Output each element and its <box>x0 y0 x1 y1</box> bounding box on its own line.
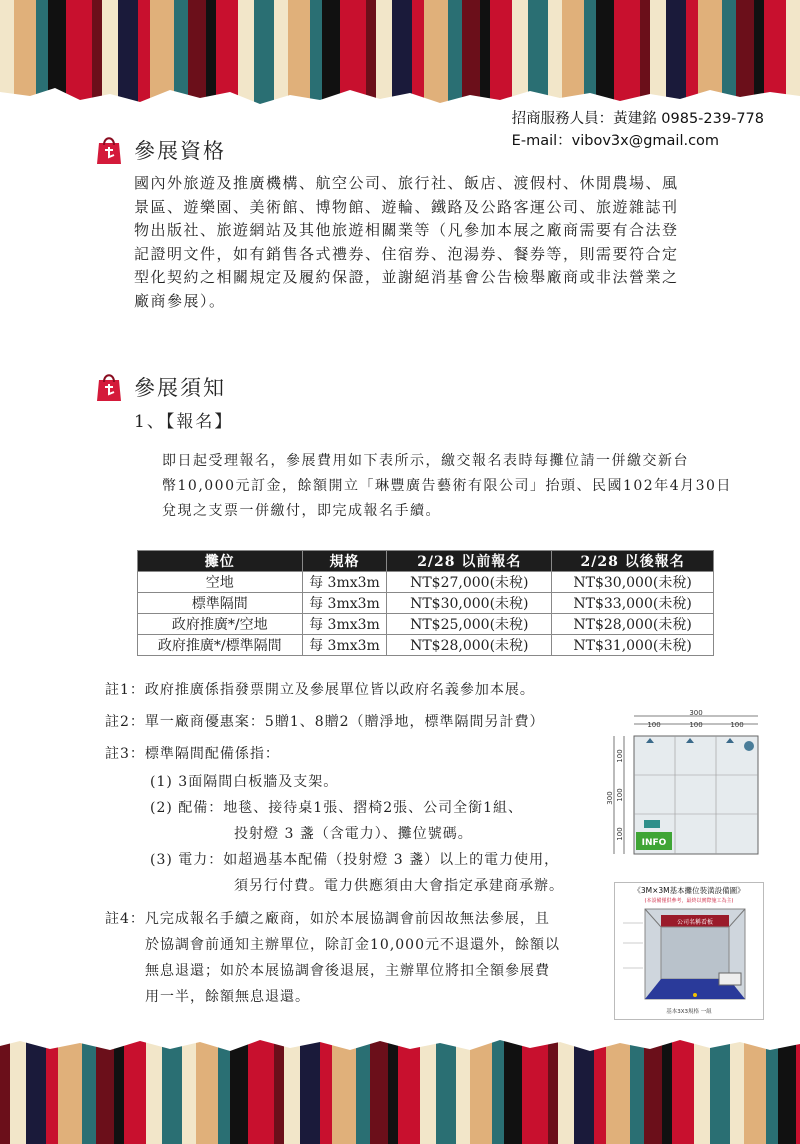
column-header: 2/28 以前報名 <box>387 551 552 572</box>
note-1: 註1：政府推廣係指發票開立及參展單位皆以政府名義參加本展。 <box>105 682 535 698</box>
registration-subtitle: 1、【報名】 <box>134 412 234 432</box>
plan-height-part: 100 <box>616 827 624 841</box>
table-row <box>138 593 714 614</box>
plan-height-total: 300 <box>606 791 614 805</box>
table-cell: 每 3mx3m <box>302 572 387 593</box>
section-title: 參展須知 <box>134 376 226 400</box>
paragraph-line: 即日起受理報名，參展費用如下表所示，繳交報名表時每攤位請一併繳交新台 <box>162 453 689 469</box>
shopping-bag-icon <box>92 370 126 404</box>
plan-height-part: 100 <box>616 788 624 802</box>
paragraph-line: 型化契約之相關規定及履約保證，並謝絕消基會公告檢舉廠商或非法營業之 <box>134 268 679 286</box>
note-line: 於協調會前通知主辦單位，除訂金10,000元不退還外，餘額以 <box>145 937 560 953</box>
table-cell: NT$27,000(未稅) <box>387 572 552 593</box>
contact-info <box>512 108 764 152</box>
table-cell: 空地 <box>138 572 303 593</box>
contact-person: 招商服務人員：黃建銘 0985-239-778 <box>511 111 764 127</box>
contact-email: E-mail：vibov3x@gmail.com <box>511 133 720 149</box>
paragraph-line: 幣10,000元訂金，餘額開立「琳豐廣告藝術有限公司」抬頭、民國102年4月30日 <box>162 478 732 494</box>
section-qualification-header <box>92 133 226 167</box>
plan-height-part: 100 <box>616 749 624 763</box>
table-cell: NT$30,000(未稅) <box>387 593 552 614</box>
plan-width-part: 100 <box>689 721 703 729</box>
info-desk-label: INFO <box>641 838 667 848</box>
registration-paragraph <box>162 449 752 524</box>
column-header: 2/28 以後報名 <box>552 551 714 572</box>
note-line: 註4：凡完成報名手續之廠商，如於本展協調會前因故無法參展，且 <box>105 911 550 927</box>
table-cell: NT$31,000(未稅) <box>552 635 714 656</box>
diagram-title: 《3M×3M基本攤位裝潢設備圖》 <box>633 886 745 895</box>
note-3-item: (1) 3面隔間白板牆及支架。 <box>150 774 339 790</box>
note-3-item: 投射燈 3 盞（含電力）、攤位號碼。 <box>234 826 473 842</box>
note-3: 註3：標準隔間配備係指： <box>105 746 280 762</box>
column-header: 攤位 <box>138 551 303 572</box>
note-3-item: 須另行付費。電力供應須由大會指定承建商承辦。 <box>234 878 564 894</box>
company-sign-text: 公司名稱看板 <box>676 919 714 926</box>
table-cell: NT$30,000(未稅) <box>552 572 714 593</box>
table-header-row <box>138 551 714 572</box>
table-cell: NT$33,000(未稅) <box>552 593 714 614</box>
table-row <box>138 635 714 656</box>
note-3-item: (3) 電力：如超過基本配備（投射燈 3 盞）以上的電力使用， <box>150 852 560 868</box>
section-notice-header <box>92 370 226 404</box>
plan-width-part: 100 <box>647 721 661 729</box>
table-row <box>138 614 714 635</box>
table-cell: 每 3mx3m <box>302 614 387 635</box>
table-cell: 標準隔間 <box>138 593 303 614</box>
table-cell: 每 3mx3m <box>302 635 387 656</box>
table-cell: NT$28,000(未稅) <box>387 635 552 656</box>
plan-width-part: 100 <box>730 721 744 729</box>
qualification-paragraph <box>134 172 734 313</box>
note-4 <box>105 906 560 1010</box>
note-3-item: (2) 配備：地毯、接待桌1張、摺椅2張、公司全銜1組、 <box>150 800 524 816</box>
table-cell: NT$28,000(未稅) <box>552 614 714 635</box>
table-row <box>138 572 714 593</box>
table-cell: 每 3mx3m <box>302 593 387 614</box>
booth-floor-plan <box>606 708 764 858</box>
diagram-subtitle: (本設備僅供參考，最終以實際施工為主) <box>644 898 734 904</box>
shopping-bag-icon <box>92 133 126 167</box>
table-cell: 政府推廣*/空地 <box>138 614 303 635</box>
diagram-caption: 基本3X3規格 一組 <box>666 1009 712 1015</box>
table-cell: NT$25,000(未稅) <box>387 614 552 635</box>
paragraph-line: 廠商參展）。 <box>134 291 226 310</box>
plan-width-total: 300 <box>689 709 703 717</box>
note-2: 註2：單一廠商優惠案：5贈1、8贈2（贈淨地，標準隔間另計費） <box>105 714 545 730</box>
paragraph-line: 記證明文件，如有銷售各式禮券、住宿券、泡湯券、餐券等，則需要符合定 <box>134 244 679 263</box>
paragraph-line: 國內外旅遊及推廣機構、航空公司、旅行社、飯店、渡假村、休閒農場、風 <box>134 174 679 192</box>
fee-table <box>137 550 714 656</box>
column-header: 規格 <box>302 551 387 572</box>
torn-paper-edge-bottom <box>0 1030 800 1060</box>
table-cell: 政府推廣*/標準隔間 <box>138 635 303 656</box>
paragraph-line: 兌現之支票一併繳付，即完成報名手續。 <box>162 503 441 519</box>
note-line: 用一半，餘額無息退還。 <box>145 989 310 1005</box>
paragraph-line: 景區、遊樂園、美術館、博物館、遊輪、鐵路及公路客運公司、旅遊雜誌刊 <box>134 197 679 216</box>
note-line: 無息退還；如於本展協調會後退展，主辦單位將扣全額參展費 <box>145 963 550 979</box>
section-title: 參展資格 <box>134 139 226 163</box>
paragraph-line: 物出版社、旅遊網站及其他旅遊相關業等（凡參加本展之廠商需要有合法登 <box>134 221 679 239</box>
booth-setup-diagram <box>614 882 764 1020</box>
